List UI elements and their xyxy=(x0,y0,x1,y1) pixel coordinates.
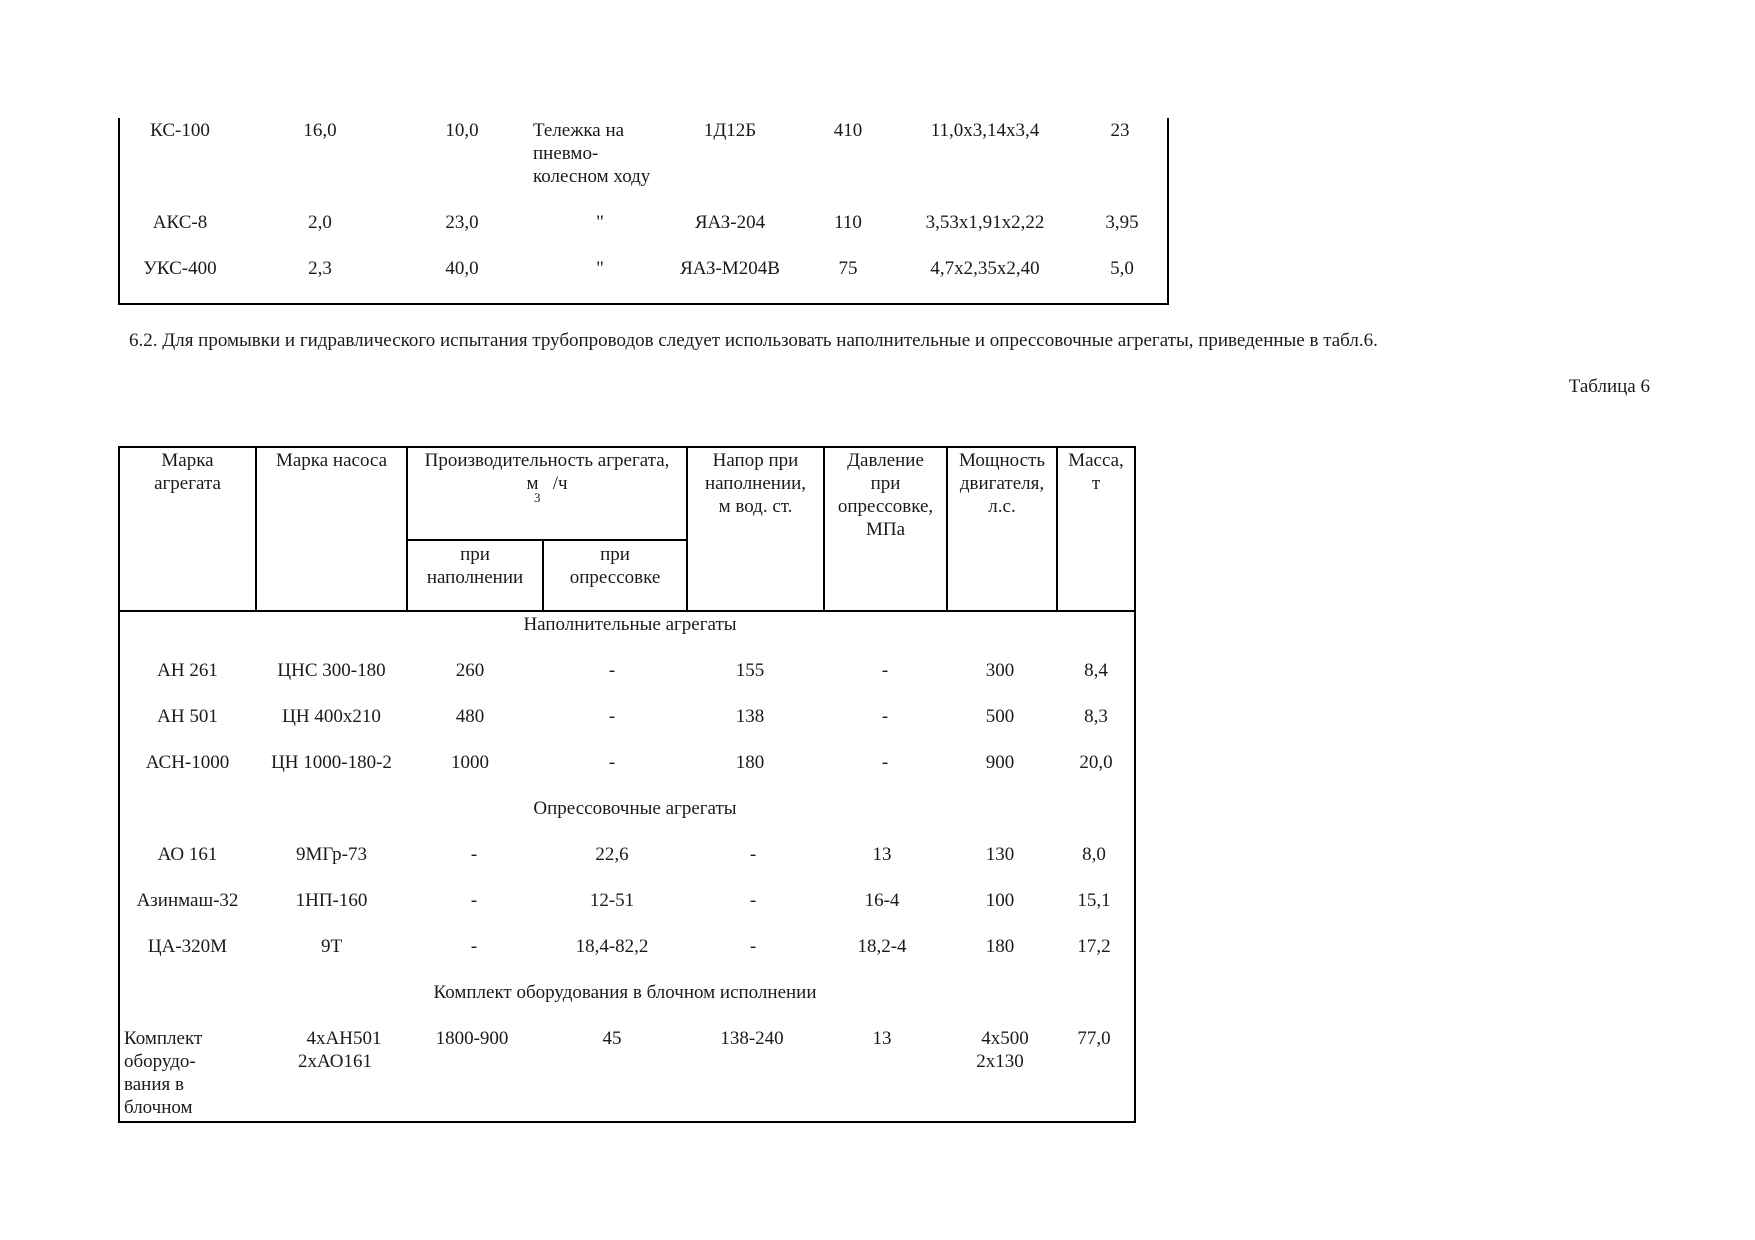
t5-r2-name: АКС-8 xyxy=(152,212,208,233)
t6-header-perf-fill: при наполнении xyxy=(426,544,524,588)
t5-r2-mass: 3,95 xyxy=(1105,212,1139,233)
t5-r3-name: УКС-400 xyxy=(143,258,217,279)
paragraph-6-2: 6.2. Для промывки и гидравлического испытания трубопроводов следует использовать наполнительные и опрессовочные агрегаты, приведенные в табл.6. xyxy=(129,330,1378,351)
t6-right-border xyxy=(1134,446,1136,1123)
t5-r1-chassis-l3: колесном ходу xyxy=(533,166,651,187)
t5-r1-c2: 16,0 xyxy=(303,120,337,141)
t5-r1-chassis xyxy=(533,119,683,188)
t6-header-brand: Марка агрегата xyxy=(154,450,221,494)
t6-top-border xyxy=(118,446,1136,448)
t5-r1-dims: 11,0x3,14x3,4 xyxy=(930,120,1040,141)
t6-section-title: Опрессовочные агрегаты xyxy=(533,798,737,819)
t6-perf-subline xyxy=(406,539,688,541)
t5-r2-engine: ЯАЗ-204 xyxy=(694,212,766,233)
t5-r3-dims: 4,7x2,35x2,40 xyxy=(930,258,1040,279)
t5-r1-engine: 1Д12Б xyxy=(703,120,757,141)
t6-bottom-border xyxy=(118,1121,1136,1123)
t5-r2-c3: 23,0 xyxy=(445,212,479,233)
t5-r1-c3: 10,0 xyxy=(445,120,479,141)
t5-r1-mass: 23 xyxy=(1110,120,1130,141)
t5-r1-name: КС-100 xyxy=(150,120,210,141)
t6-header-power: Мощность двигателя, л.с. xyxy=(958,450,1046,517)
t6-header-pump: Марка насоса xyxy=(275,450,388,471)
t6-header-mass: Масса, т xyxy=(1068,450,1124,494)
t6-section-title: Комплект оборудования в блочном исполнении xyxy=(433,982,817,1003)
t6-section-title: Наполнительные агрегаты xyxy=(523,614,737,635)
t6-left-border xyxy=(118,446,120,1123)
t5-bottom-border xyxy=(118,303,1169,305)
t5-r1-power: 410 xyxy=(833,120,863,141)
t6-header-perf: Производительность агрегата, м /ч 3 xyxy=(408,449,686,495)
t5-r1-chassis-l2: пневмо- xyxy=(533,143,599,164)
t5-r2-power: 110 xyxy=(834,212,862,233)
t5-right-border xyxy=(1167,118,1169,304)
t6-header-head: Напор при наполнении, м вод. ст. xyxy=(704,450,807,517)
t5-r3-engine: ЯАЗ-М204В xyxy=(680,258,780,279)
t5-r2-chassis: " xyxy=(596,212,604,233)
t6-header-bottom xyxy=(118,610,1136,612)
t5-r3-chassis: " xyxy=(596,258,604,279)
t5-r3-power: 75 xyxy=(838,258,858,279)
t5-r3-c2: 2,3 xyxy=(308,258,332,279)
table-caption: Таблица 6 xyxy=(1568,376,1650,397)
t5-r3-c3: 40,0 xyxy=(445,258,479,279)
t5-r1-chassis-l1: Тележка на xyxy=(533,120,625,141)
t5-r3-mass: 5,0 xyxy=(1110,258,1134,279)
t6-header-pressure: Давление при опрессовке, МПа xyxy=(837,450,934,540)
t6-header-perf-press: при опрессовке xyxy=(569,544,661,588)
t5-r2-dims: 3,53x1,91x2,22 xyxy=(925,212,1045,233)
t5-r2-c2: 2,0 xyxy=(308,212,332,233)
t6-header-perf-sup: 3 xyxy=(534,490,541,505)
